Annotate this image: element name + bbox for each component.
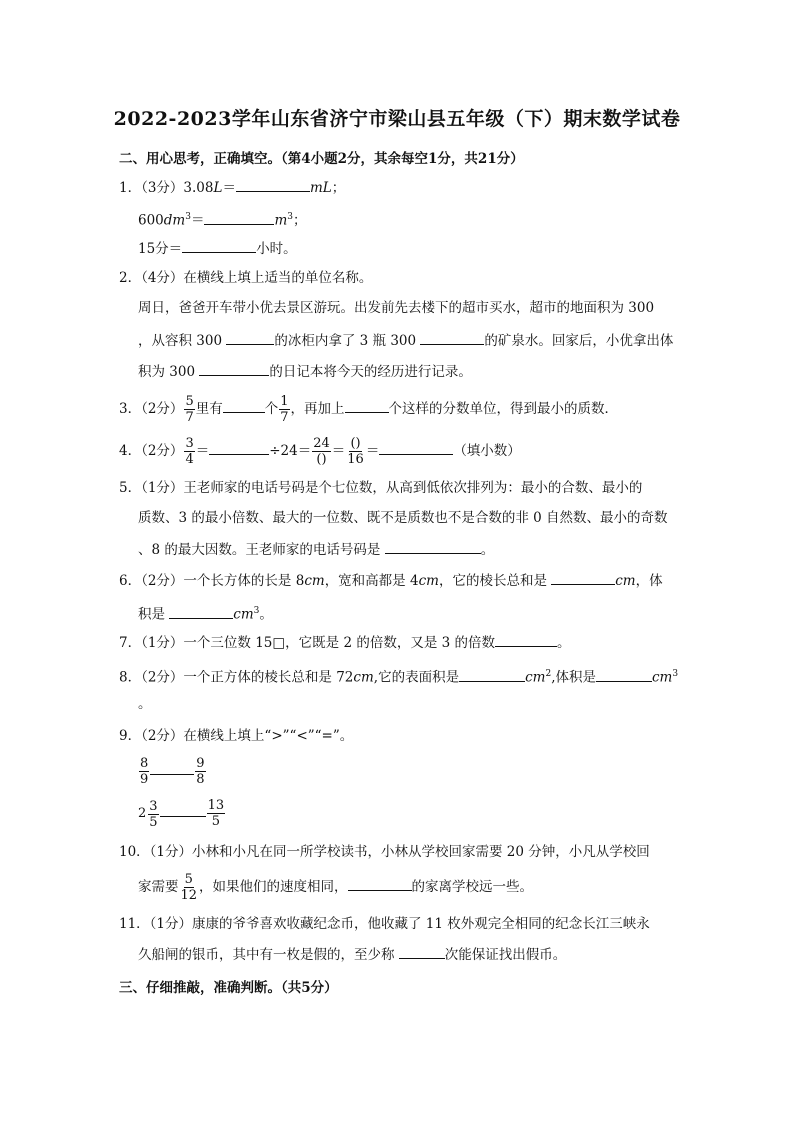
question-1-c: 15分＝ 小时。 [138, 238, 297, 259]
question-9: 9．（2分）在横线上填上“>”“<”“=”。 [119, 728, 354, 744]
question-5-line-3: 、8 的最大因数。王老师家的电话号码是 。 [138, 539, 494, 560]
fraction: 24 () [313, 436, 330, 467]
answer-blank[interactable] [226, 330, 274, 345]
answer-blank[interactable] [495, 632, 557, 647]
answer-blank[interactable] [399, 944, 445, 959]
question-8: 8．（2分）一个正方体的棱长总和是 72cm,它的表面积是 $cm^2$,体积是 $cm^3$ [119, 664, 678, 688]
page-title: 2022-2023学年山东省济宁市梁山县五年级（下）期末数学试卷 [113, 108, 681, 130]
question-2-line-1: 2．（4分）在横线上填上适当的单位名称。 [119, 270, 373, 286]
question-11-line-2: 久船闸的银币，其中有一枚是假的，至少称 次能保证找出假币。 [138, 944, 566, 965]
answer-blank[interactable] [236, 177, 310, 192]
question-2-line-2: 周日，爸爸开车带小优去景区游玩。出发前先去楼下的超市买水，超市的地面积为 300 [138, 300, 655, 316]
question-8-end: 。 [138, 696, 152, 712]
question-11-line-1: 11．（1分）康康的爷爷喜欢收藏纪念币，他收藏了 11 枚外观完全相同的纪念长江三峡永 [119, 916, 650, 932]
fraction: $\frac{3}{4}$ [185, 436, 194, 467]
answer-blank[interactable] [596, 667, 652, 682]
question-5-line-2: 质数、3 的最小倍数、最大的一位数、既不是质数也不是合数的非 0 自然数、最小的奇数 [138, 510, 668, 526]
answer-blank[interactable] [385, 539, 481, 554]
answer-blank[interactable] [348, 876, 412, 891]
answer-blank[interactable] [204, 210, 274, 225]
answer-blank[interactable] [551, 570, 615, 585]
section-heading-2: 二、用心思考，正确填空。（第4小题2分，其余每空1分，共21分） [119, 151, 524, 167]
answer-blank[interactable] [182, 238, 256, 253]
question-5-line-1: 5．（1分）王老师家的电话号码是个七位数，从高到低依次排列为：最小的合数、最小的 [119, 480, 643, 496]
question-10-line-2: 家需要 $\frac{5}{12}$ ，如果他们的速度相同， 的家离学校远一些。 [138, 872, 534, 903]
question-3: 3．（2分） $\frac{5}{7}$ 里有 个 $\frac{1}{7}$ ，再加上 个这样的分数单位，得到最小的质数． [119, 394, 618, 425]
fraction: $\frac{13}{5}$ [207, 798, 225, 829]
section-heading-3: 三、仔细推敲，准确判断。（共5分） [119, 980, 338, 996]
fraction: () 16 [347, 436, 364, 467]
question-9-row-2: 2 3 5 $\frac{13}{5}$ [138, 798, 225, 830]
answer-blank[interactable] [169, 604, 233, 619]
answer-blank[interactable] [459, 667, 525, 682]
answer-blank[interactable] [223, 398, 265, 413]
answer-blank[interactable] [199, 361, 269, 376]
answer-blank[interactable] [379, 440, 453, 455]
question-10-line-1: 10．（1分）小林和小凡在同一所学校读书，小林从学校回家需要 20 分钟，小凡从学校回 [119, 844, 650, 860]
fraction: $\frac{5}{12}$ [180, 872, 198, 903]
question-2-line-3: ，从容积 300 的冰柜内拿了 3 瓶 300 的矿泉水。回家后，小优拿出体 [138, 330, 673, 351]
fraction: 3 5 [149, 798, 158, 830]
question-6-line-1: 6．（2分）一个长方体的长是 8cm，宽和高都是 4cm，它的棱长总和是 cm，体 [119, 570, 663, 591]
question-6-line-2: 积是 $cm^3$。 [138, 601, 273, 625]
question-1-a: 1．（3分）3.08L＝ mL； [119, 177, 345, 198]
question-1-b: $600dm^3= m^3$； [138, 207, 307, 231]
answer-blank[interactable] [420, 330, 484, 345]
fraction: $\frac{1}{7}$ [280, 394, 289, 425]
answer-blank[interactable] [160, 802, 206, 817]
question-4: 4．（2分） $\frac{3}{4}$ ＝ ÷24＝ 24 () ＝ () 16 ＝ （填小数） [119, 436, 521, 467]
answer-blank[interactable] [150, 760, 194, 775]
answer-blank[interactable] [345, 398, 389, 413]
fraction: $\frac{9}{8}$ [196, 756, 205, 787]
answer-blank[interactable] [209, 440, 269, 455]
fraction: $\frac{8}{9}$ [140, 756, 149, 787]
question-9-row-1 [138, 756, 207, 787]
fraction: $\frac{5}{7}$ [185, 394, 194, 425]
question-7: 7．（1分）一个三位数 15□，它既是 2 的倍数，又是 3 的倍数 。 [119, 632, 571, 653]
question-2-line-4: 积为 300 的日记本将今天的经历进行记录。 [138, 361, 472, 382]
